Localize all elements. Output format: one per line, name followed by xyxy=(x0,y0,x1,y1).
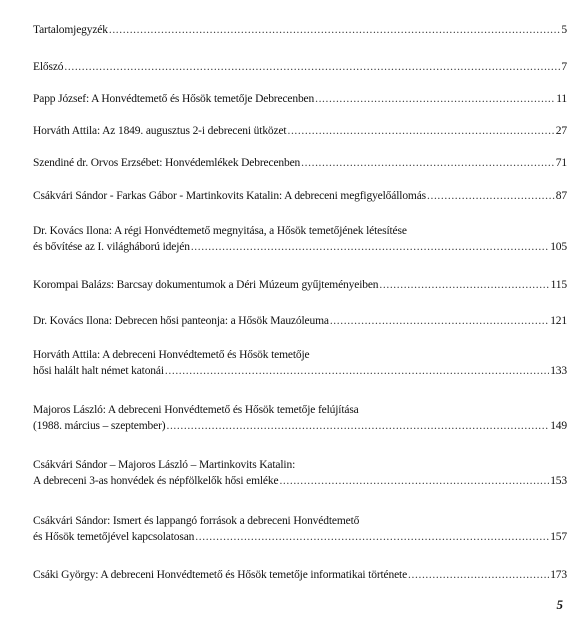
toc-entry-title: és bővítése az I. világháború idején xyxy=(33,241,190,253)
dot-leader xyxy=(427,188,555,204)
dot-leader xyxy=(109,22,561,38)
dot-leader xyxy=(301,155,555,171)
toc-entry-korompai xyxy=(33,277,567,293)
toc-entry-page: 105 xyxy=(550,241,567,253)
toc-entry-title: Horváth Attila: Az 1849. augusztus 2-i debreceni ütközet xyxy=(33,125,287,137)
toc-entry-csaki xyxy=(33,567,567,583)
toc-entry-title: Papp József: A Honvédtemető és Hősök temetője Debrecenben xyxy=(33,93,315,105)
toc-entry-title-line: Csákvári Sándor: Ismert és lappangó források a debreceni Honvédtemető xyxy=(33,515,360,527)
dot-leader xyxy=(191,239,549,255)
toc-entry-title: Csákvári Sándor - Farkas Gábor - Martinkovits Katalin: A debreceni megfigyelőállomás xyxy=(33,190,426,202)
toc-entry-horvath-1 xyxy=(33,123,567,139)
toc-entry-title-line: Csákvári Sándor – Majoros László – Martinkovits Katalin: xyxy=(33,459,296,471)
toc-entry-title: Tartalomjegyzék xyxy=(33,24,108,36)
toc-entry-page: 7 xyxy=(561,61,567,73)
toc-entry-title: és Hősök temetőjével kapcsolatosan xyxy=(33,531,195,543)
dot-leader xyxy=(166,418,549,434)
toc-entry-kovacs-2 xyxy=(33,313,567,329)
toc-entry-papp xyxy=(33,91,567,107)
dot-leader xyxy=(165,363,549,379)
toc-entry-title: Csáki György: A debreceni Honvédtemető és Hősök temetője informatikai története xyxy=(33,569,408,581)
toc-entry-page: 71 xyxy=(555,157,567,169)
dot-leader xyxy=(287,123,554,139)
toc-entry-title-line: Horváth Attila: A debreceni Honvédtemető és Hősök temetője xyxy=(33,349,310,361)
toc-entry-title: Előszó xyxy=(33,61,64,73)
page-number: 5 xyxy=(556,597,563,612)
dot-leader xyxy=(408,567,549,583)
dot-leader xyxy=(330,313,549,329)
dot-leader xyxy=(64,59,560,75)
toc-entry-title: (1988. március – szeptember) xyxy=(33,420,166,432)
toc-entry-title: A debreceni 3-as honvédek és népfölkelők hősi emléke xyxy=(33,475,279,487)
toc-entry-page: 133 xyxy=(550,365,567,377)
toc-entry-page: 115 xyxy=(550,279,567,291)
toc-entry-horvath-2 xyxy=(33,347,567,379)
toc-entry-page: 27 xyxy=(555,125,567,137)
toc-entry-tartalomjegyzek xyxy=(33,22,567,38)
toc-entry-title: Dr. Kovács Ilona: Debrecen hősi panteonja: a Hősök Mauzóleuma xyxy=(33,315,329,327)
toc-entry-title: Korompai Balázs: Barcsay dokumentumok a Déri Múzeum gyűjteményeiben xyxy=(33,279,379,291)
toc-entry-page: 157 xyxy=(550,531,567,543)
toc-entry-title: hősi halált halt német katonái xyxy=(33,365,164,377)
toc-entry-csakvari-3 xyxy=(33,513,567,545)
toc-entry-title: Szendiné dr. Orvos Erzsébet: Honvédemlékek Debrecenben xyxy=(33,157,301,169)
dot-leader xyxy=(379,277,549,293)
toc-entry-page: 149 xyxy=(550,420,567,432)
toc-entry-csakvari-2 xyxy=(33,457,567,489)
toc-entry-page: 11 xyxy=(556,93,567,105)
toc-entry-title-line: Majoros László: A debreceni Honvédtemető és Hősök temetője felújítása xyxy=(33,404,359,416)
toc-entry-page: 173 xyxy=(550,569,567,581)
toc-entry-majoros xyxy=(33,402,567,434)
toc-entry-page: 5 xyxy=(561,24,567,36)
toc-entry-csakvari-1 xyxy=(33,188,567,204)
toc-entry-kovacs-1 xyxy=(33,223,567,255)
dot-leader xyxy=(315,91,555,107)
toc-entry-eloszo xyxy=(33,59,567,75)
toc-entry-page: 121 xyxy=(550,315,567,327)
dot-leader xyxy=(279,473,549,489)
toc-entry-page: 87 xyxy=(555,190,567,202)
toc-entry-szendine xyxy=(33,155,567,171)
toc-entry-page: 153 xyxy=(550,475,567,487)
dot-leader xyxy=(195,529,549,545)
toc-entry-title-line: Dr. Kovács Ilona: A régi Honvédtemető megnyitása, a Hősök temetőjének létesítése xyxy=(33,225,407,237)
